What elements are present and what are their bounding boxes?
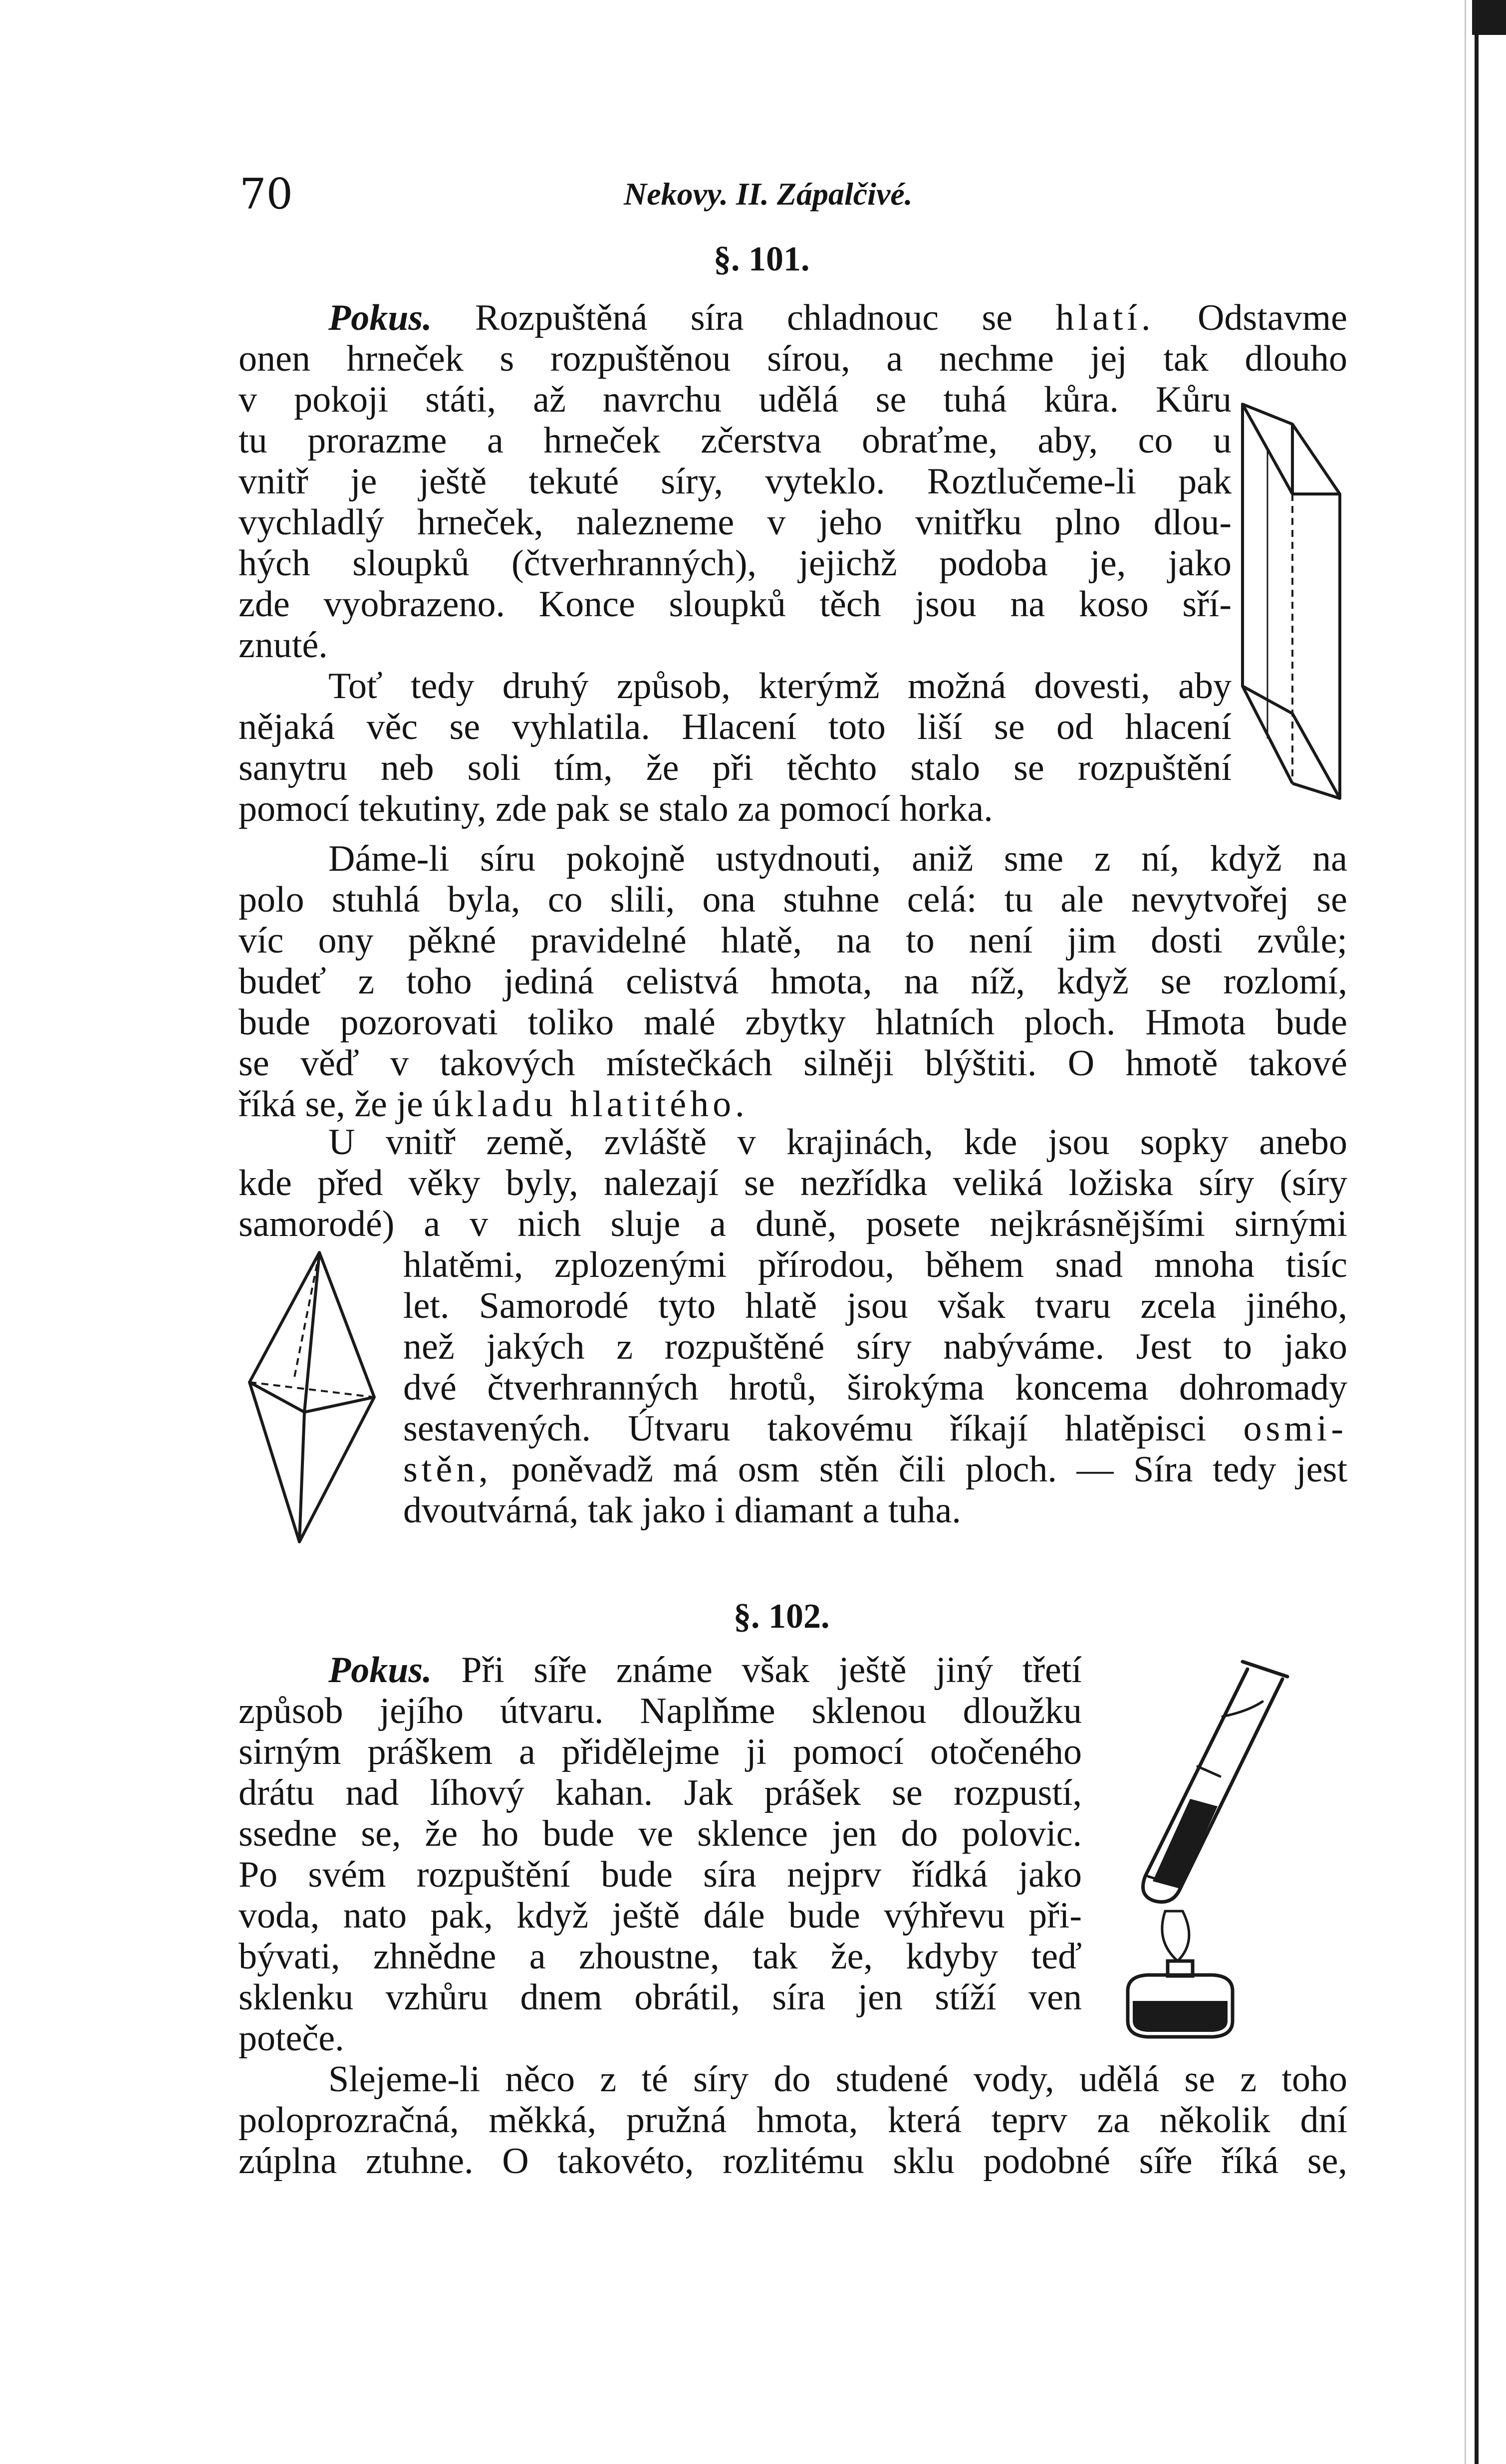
text-line: poloprozračná, měkká, pružná hmota, která teprv za několik dní	[239, 2100, 1347, 2141]
text-line: samorodé) a v nich sluje a duně, posete nejkrásnějšími sirnými	[239, 1204, 1347, 1244]
text-line: kde před věky byly, nalezají se nezřídka veliká ložiska síry (síry	[239, 1163, 1347, 1204]
flame	[1162, 1911, 1189, 1961]
text-line: dvé čtverhranných hrotů, širokýma koncema dohromady	[403, 1367, 1347, 1408]
text-line: v pokoji státi, až navrchu udělá se tuhá kůra. Kůru	[239, 379, 1232, 420]
text-line: tu prorazme a hrneček zčerstva obraťme, aby, co u	[239, 420, 1232, 461]
prism-crystal-illustration	[1233, 394, 1352, 808]
text-line: než jakých z rozpuštěné síry nabýváme. Jest to jako	[403, 1326, 1347, 1367]
page-number: 70	[240, 170, 293, 219]
text-line: nějaká věc se vyhlatila. Hlacení toto liší se od hlacení	[239, 707, 1232, 747]
text-line: drátu nad líhový kahan. Jak prášek se rozpustí,	[239, 1772, 1082, 1813]
page-edge	[1475, 0, 1479, 2464]
text-line: stěn, poněvadž má osm stěn čili ploch. — Síra tedy jest	[403, 1449, 1347, 1490]
text-line: vychladlý hrneček, nalezneme v jeho vnitřku plno dlou-	[239, 502, 1232, 543]
text-line: vnitř je ještě tekuté síry, vyteklo. Roztlučeme-li pak	[239, 461, 1232, 502]
text-line: U vnitř země, zvláště v krajinách, kde jsou sopky anebo	[328, 1122, 1347, 1163]
text-line: onen hrneček s rozpuštěnou sírou, a nechme jej tak dlouho	[239, 338, 1347, 379]
text-line: způsob jejího útvaru. Naplňme sklenou dloužku	[239, 1691, 1082, 1731]
text-line: zúplna ztuhne. O takovéto, rozlitému sklu podobné síře říká se,	[239, 2141, 1347, 2182]
text-line: bude pozorovati toliko malé zbytky hlatních ploch. Hmota bude	[239, 1002, 1347, 1043]
page-edge-shadow	[1465, 0, 1466, 2464]
text-line: dvoutvárná, tak jako i diamant a tuha.	[403, 1490, 961, 1531]
paragraph-101-close	[239, 788, 1142, 829]
text-line: Toť tedy druhý způsob, kterýmž možná dovesti, aby	[328, 666, 1232, 707]
lamp-fuel	[1133, 2001, 1228, 2032]
running-title: Nekovy. II. Zápalčivé.	[624, 176, 913, 212]
text-line: sklenku vzhůru dnem obrátil, síra jen stíží ven	[239, 1977, 1082, 2018]
text-line: víc ony pěkné pravidelné hlatě, na to není jim dosti zvůle;	[239, 920, 1347, 961]
text-line: let. Samorodé tyto hlatě jsou však tvaru zcela jiného,	[403, 1285, 1347, 1326]
text-line: ssedne se, že ho bude ve sklence jen do polovic.	[239, 1813, 1082, 1854]
paragraph-102-full	[239, 2059, 1347, 2182]
text-line: zde vyobrazeno. Konce sloupků těch jsou na koso sří-	[239, 584, 1232, 625]
text-line: říká se, že je úkladu hlatitého.	[239, 1084, 749, 1125]
text-line: Pokus. Při síře známe však ještě jiný třetí	[328, 1650, 1082, 1691]
text-line: pomocí tekutiny, zde pak se stalo za pomocí horka.	[239, 788, 993, 829]
octahedron-crystal-illustration	[245, 1247, 379, 1547]
text-line: Slejeme-li něco z té síry do studené vody, udělá se z toho	[328, 2059, 1347, 2100]
text-line: Po svém rozpuštění bude síra nejprv řídká jako	[239, 1854, 1082, 1895]
text-line: budeť z toho jediná celistvá hmota, na níž, když se rozlomí,	[239, 961, 1347, 1002]
paragraph-101-opening	[239, 297, 1347, 379]
scan-corner	[1472, 0, 1506, 35]
text-line: voda, nato pak, když ještě dále bude výhřevu při-	[239, 1895, 1082, 1936]
paragraph-101-third	[239, 1122, 1347, 1244]
text-line: bývati, zhnědne a zhoustne, tak že, kdyby teď	[239, 1936, 1082, 1977]
text-line: znuté.	[239, 625, 328, 666]
text-line: polo stuhlá byla, co slili, ona stuhne celá: tu ale nevytvořej se	[239, 879, 1347, 920]
section-heading-101: §. 101.	[714, 240, 810, 278]
paragraph-101-narrow	[239, 379, 1232, 788]
paragraph-101-third-narrow	[403, 1244, 1347, 1531]
paragraph-101-second	[239, 838, 1347, 1125]
text-line: Pokus. Rozpuštěná síra chladnouc se hlatí. Odstavme	[328, 297, 1347, 338]
text-line: Dáme-li síru pokojně ustydnouti, aniž sme z ní, když na	[328, 838, 1347, 879]
section-heading-102: §. 102.	[734, 1597, 830, 1636]
text-line: sanytru neb soli tím, že při těchto stalo se rozpuštění	[239, 747, 1232, 788]
page-header	[235, 165, 1362, 220]
text-line: sestavených. Útvaru takovému říkají hlatěpisci osmi-	[403, 1408, 1347, 1449]
text-line: poteče.	[239, 2018, 344, 2059]
test-tube-over-spirit-lamp-illustration	[1098, 1642, 1307, 2051]
text-line: hlatěmi, zplozenými přírodou, během snad mnoha tisíc	[403, 1244, 1347, 1285]
text-line: sirným práškem a přidělejme ji pomocí otočeného	[239, 1731, 1082, 1772]
paragraph-102-narrow	[239, 1650, 1082, 2059]
text-line: se věď v takových místečkách silněji blýštiti. O hmotě takové	[239, 1043, 1347, 1084]
text-line: hých sloupků (čtverhranných), jejichž podoba je, jako	[239, 543, 1232, 584]
